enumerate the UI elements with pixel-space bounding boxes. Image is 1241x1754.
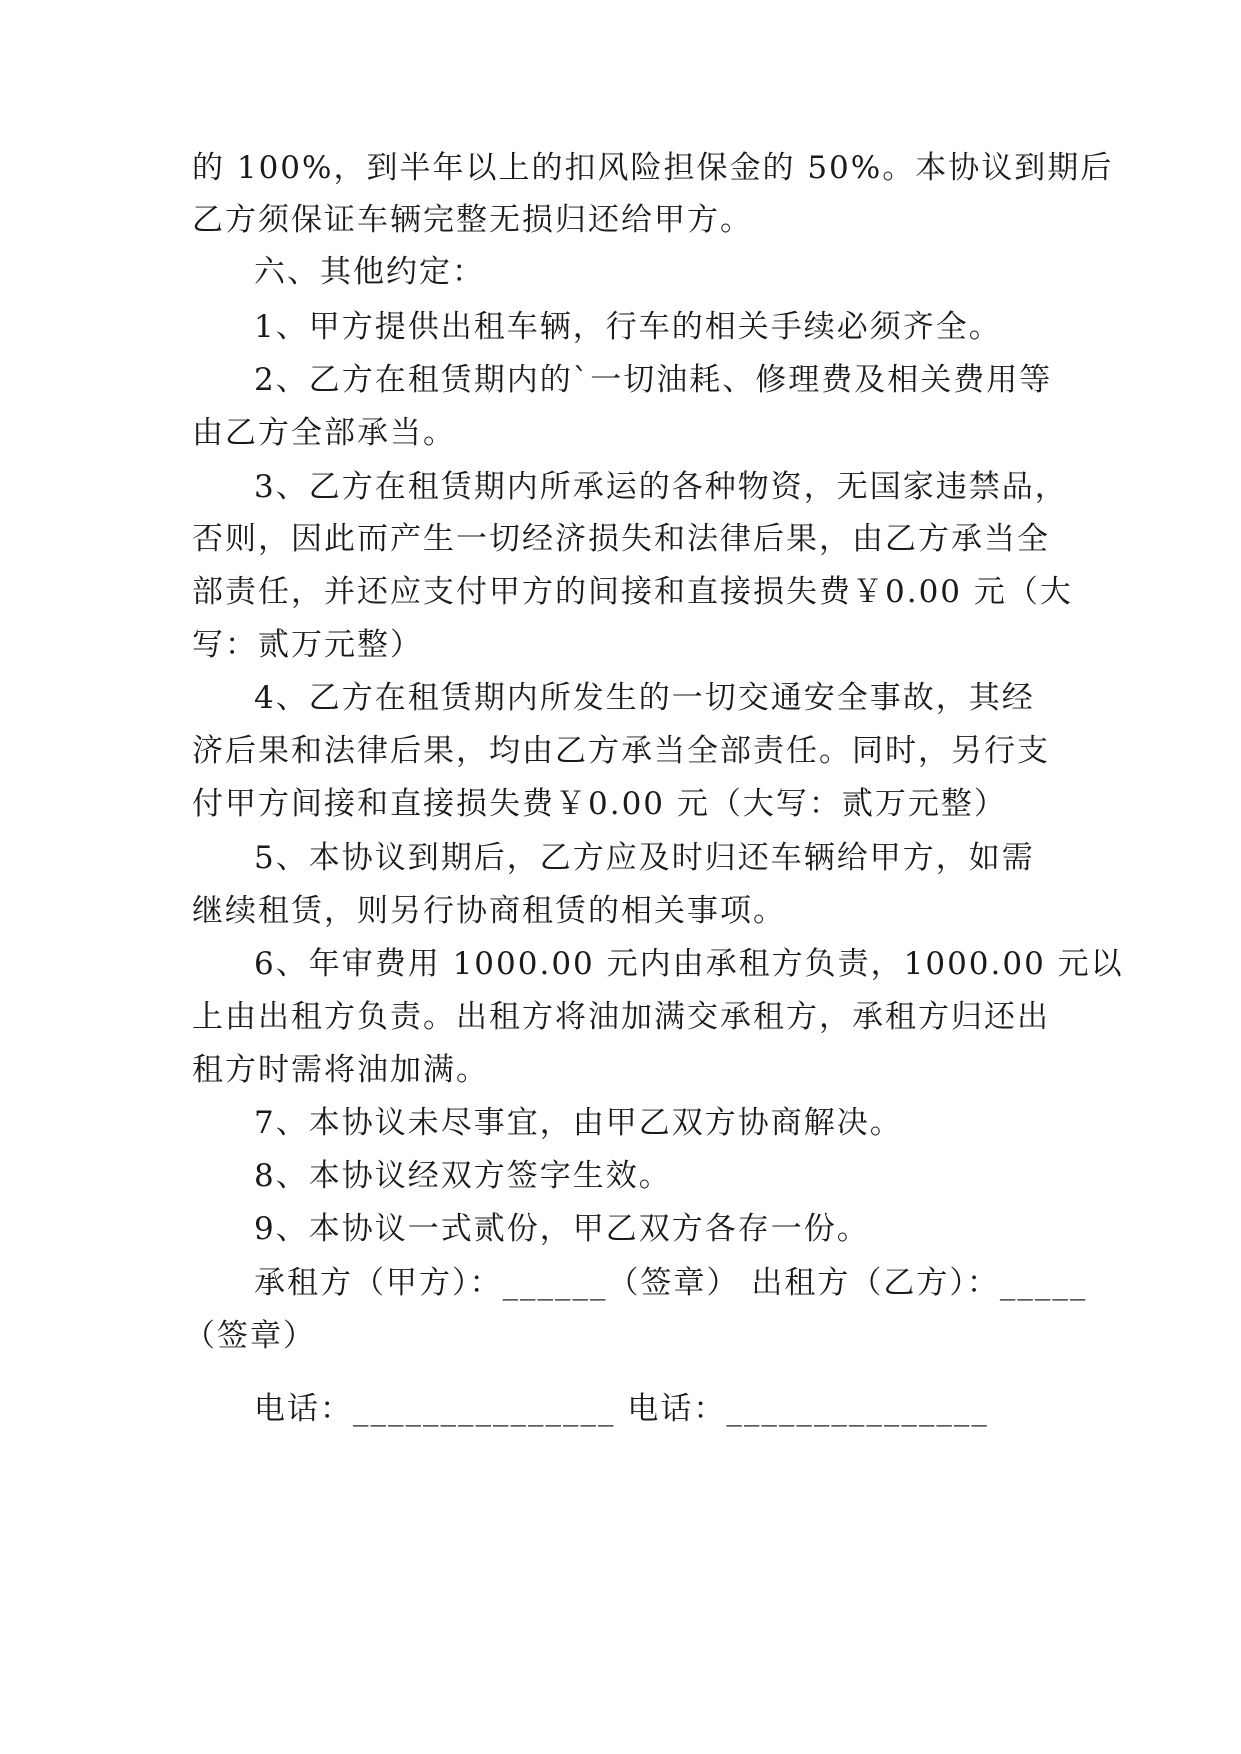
paragraph-line: 济后果和法律后果，均由乙方承当全部责任。同时，另行支 bbox=[192, 733, 1050, 769]
paragraph-line: 8、本协议经双方签字生效。 bbox=[254, 1158, 672, 1194]
signature-line: （签章） bbox=[184, 1318, 316, 1354]
paragraph-line: 乙方须保证车辆完整无损归还给甲方。 bbox=[192, 202, 753, 238]
paragraph-line: 付甲方间接和直接损失费￥0.00 元（大写：贰万元整） bbox=[192, 786, 1007, 822]
paragraph-line: 3、乙方在租赁期内所承运的各种物资，无国家违禁品， bbox=[254, 469, 1068, 505]
paragraph-line: 部责任，并还应支付甲方的间接和直接损失费￥0.00 元（大 bbox=[192, 574, 1073, 610]
paragraph-line: 5、本协议到期后，乙方应及时归还车辆给甲方，如需 bbox=[254, 840, 1035, 876]
paragraph-line: 2、乙方在租赁期内的`一切油耗、修理费及相关费用等 bbox=[254, 362, 1053, 398]
paragraph-line: 由乙方全部承当。 bbox=[192, 415, 456, 451]
phone-line: 电话：_______________ 电话：_______________ bbox=[254, 1391, 989, 1427]
paragraph-line: 6、年审费用 1000.00 元内由承租方负责，1000.00 元以 bbox=[254, 946, 1124, 982]
paragraph-line: 1、甲方提供出租车辆，行车的相关手续必须齐全。 bbox=[254, 309, 1002, 345]
paragraph-line: 写：贰万元整） bbox=[192, 627, 423, 663]
paragraph-line: 4、乙方在租赁期内所发生的一切交通安全事故，其经 bbox=[254, 680, 1035, 716]
paragraph-line: 否则，因此而产生一切经济损失和法律后果，由乙方承当全 bbox=[192, 521, 1050, 557]
paragraph-line: 的 100%，到半年以上的扣风险担保金的 50%。本协议到期后 bbox=[192, 150, 1114, 186]
paragraph-line: 9、本协议一式贰份，甲乙双方各存一份。 bbox=[254, 1211, 870, 1247]
paragraph-line: 7、本协议未尽事宜，由甲乙双方协商解决。 bbox=[254, 1105, 903, 1141]
paragraph-line: 继续租赁，则另行协商租赁的相关事项。 bbox=[192, 893, 786, 929]
section-heading: 六、其他约定： bbox=[254, 254, 485, 290]
paragraph-line: 上由出租方负责。出租方将油加满交承租方，承租方归还出 bbox=[192, 999, 1050, 1035]
paragraph-line: 租方时需将油加满。 bbox=[192, 1052, 489, 1088]
signature-line: 承租方（甲方）：______（签章） 出租方（乙方）：_____ bbox=[254, 1265, 1088, 1301]
